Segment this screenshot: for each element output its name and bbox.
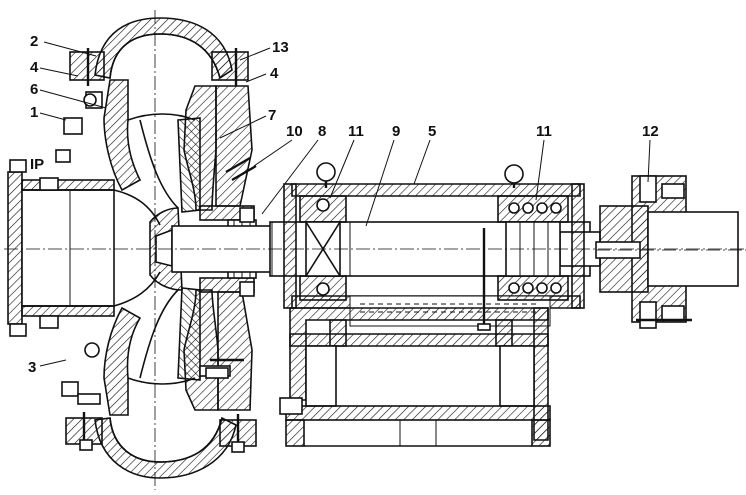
suction-inlet	[8, 160, 114, 336]
callout-4-right: 4	[270, 65, 279, 82]
callout-1: 1	[30, 104, 39, 121]
callout-12: 12	[642, 123, 659, 140]
roller-bearing-front	[300, 196, 346, 300]
callout-7: 7	[268, 107, 277, 124]
roller-bearing-rear	[498, 196, 568, 300]
callout-10: 10	[286, 123, 303, 140]
callout-3: 3	[28, 359, 37, 376]
callout-ip: IP	[30, 156, 45, 173]
callout-9: 9	[392, 123, 401, 140]
callout-5: 5	[428, 123, 437, 140]
callout-13: 13	[272, 39, 289, 56]
callout-6: 6	[30, 81, 39, 98]
coupling	[596, 176, 746, 328]
callout-11-right: 11	[536, 123, 552, 140]
callout-11-left: 11	[348, 123, 364, 140]
pedestal-frame	[280, 308, 550, 446]
callout-8: 8	[318, 123, 327, 140]
callout-2: 2	[30, 33, 39, 50]
callout-4-left: 4	[30, 59, 39, 76]
